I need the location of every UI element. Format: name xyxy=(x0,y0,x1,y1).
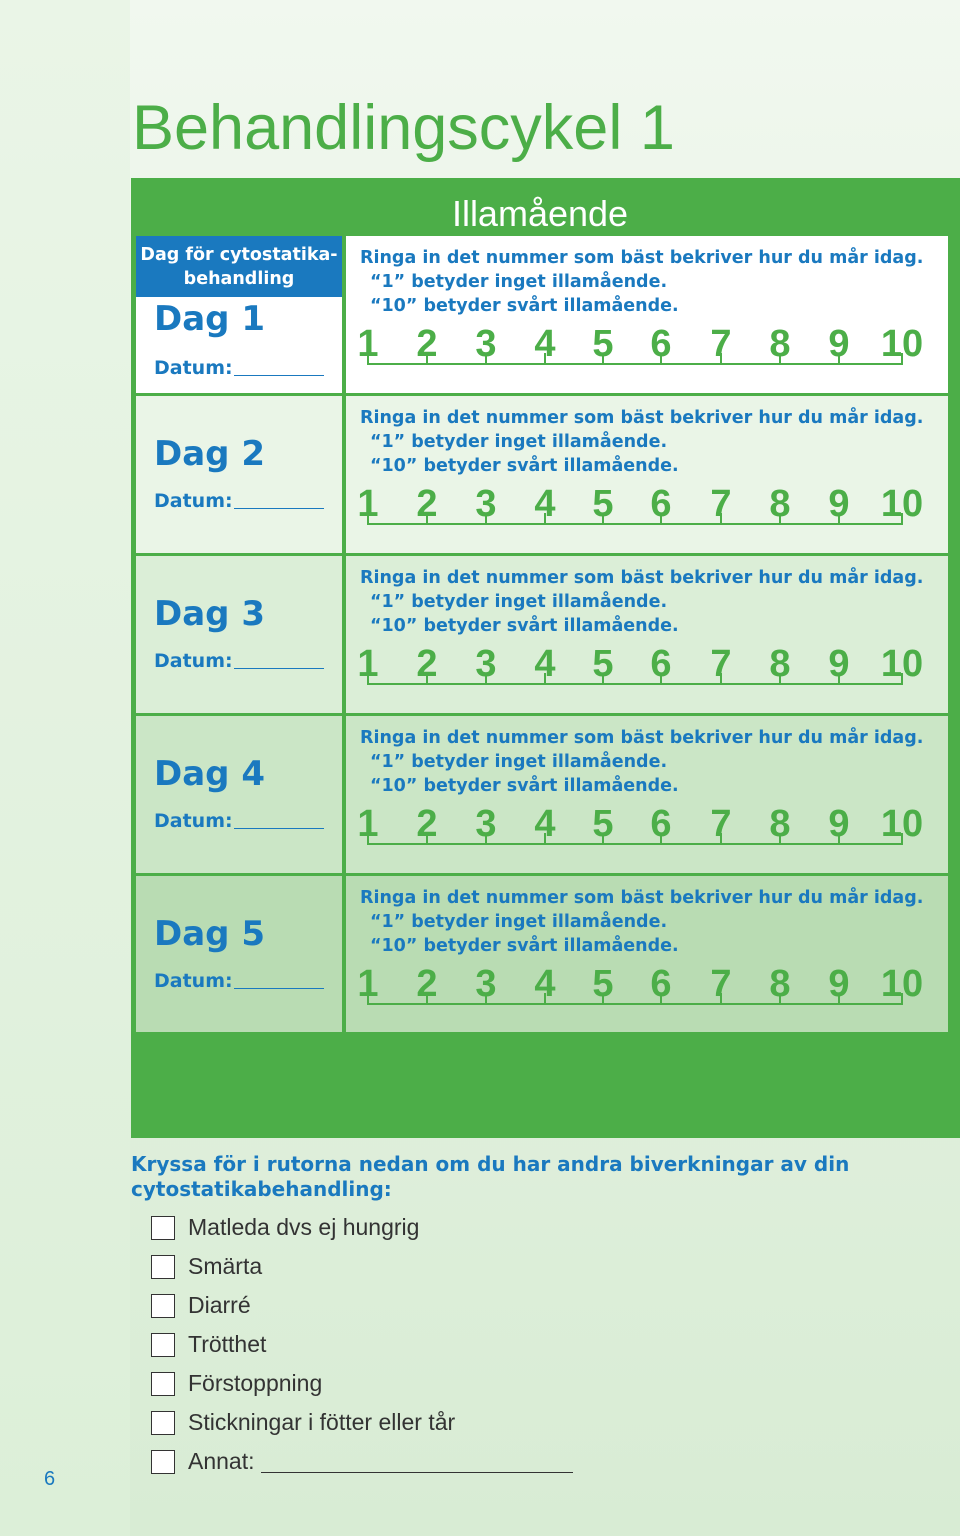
scale-number-3[interactable]: 3 xyxy=(475,643,497,685)
date-write-line[interactable] xyxy=(234,375,324,376)
scale-instructions xyxy=(360,886,923,958)
scale-number-9[interactable]: 9 xyxy=(828,483,850,525)
day-4-date-field[interactable] xyxy=(154,810,324,832)
date-write-line[interactable] xyxy=(234,828,324,829)
scale-number-3[interactable]: 3 xyxy=(475,803,497,845)
instruction-line: “10” betyder svårt illamående. xyxy=(370,936,679,956)
date-label: Datum: xyxy=(154,357,233,379)
scale-number-8[interactable]: 8 xyxy=(769,963,791,1005)
instruction-line: “1” betyder inget illamående. xyxy=(370,752,668,772)
scale-number-10[interactable]: 10 xyxy=(880,963,924,1005)
date-write-line[interactable] xyxy=(234,988,324,989)
scale-number-7[interactable]: 7 xyxy=(710,643,732,685)
side-effect-label: Diarré xyxy=(188,1292,251,1318)
scale-number-7[interactable]: 7 xyxy=(710,483,732,525)
instruction-line: Ringa in det nummer som bäst bekriver hur du mår idag. xyxy=(360,248,924,268)
instruction-line: Ringa in det nummer som bäst bekriver hur du mår idag. xyxy=(360,728,924,748)
scale-ruler xyxy=(346,324,948,374)
side-effect-label: Smärta xyxy=(188,1253,263,1279)
day-4-cell xyxy=(136,716,342,873)
scale-number-9[interactable]: 9 xyxy=(828,963,850,1005)
instruction-line: Ringa in det nummer som bäst bekriver hur du mår idag. xyxy=(360,408,924,428)
side-effect-label: Stickningar i fötter eller tår xyxy=(188,1409,456,1435)
scale-number-4[interactable]: 4 xyxy=(534,643,556,685)
date-label: Datum: xyxy=(154,810,233,832)
day-4-nausea-scale-cell xyxy=(346,716,948,873)
scale-number-7[interactable]: 7 xyxy=(710,963,732,1005)
scale-number-9[interactable]: 9 xyxy=(828,643,850,685)
scale-number-1[interactable]: 1 xyxy=(357,963,379,1005)
scale-number-5[interactable]: 5 xyxy=(592,323,614,365)
scale-instructions xyxy=(360,406,923,478)
date-write-line[interactable] xyxy=(234,668,324,669)
scale-number-6[interactable]: 6 xyxy=(650,483,672,525)
checkbox[interactable] xyxy=(151,1411,175,1435)
scale-number-3[interactable]: 3 xyxy=(475,963,497,1005)
scale-number-10[interactable]: 10 xyxy=(880,643,924,685)
scale-number-8[interactable]: 8 xyxy=(769,483,791,525)
scale-number-8[interactable]: 8 xyxy=(769,803,791,845)
scale-instructions xyxy=(360,246,923,318)
scale-number-1[interactable]: 1 xyxy=(357,803,379,845)
scale-number-7[interactable]: 7 xyxy=(710,323,732,365)
scale-number-4[interactable]: 4 xyxy=(534,803,556,845)
instruction-line: “10” betyder svårt illamående. xyxy=(370,616,679,636)
day-4-title: Dag 4 xyxy=(154,754,265,794)
side-effect-option xyxy=(151,1448,573,1475)
side-effect-option xyxy=(151,1331,266,1358)
instruction-line: “1” betyder inget illamående. xyxy=(370,432,668,452)
scale-number-6[interactable]: 6 xyxy=(650,323,672,365)
day-3-title: Dag 3 xyxy=(154,594,265,634)
scale-number-6[interactable]: 6 xyxy=(650,963,672,1005)
scale-number-2[interactable]: 2 xyxy=(416,803,438,845)
page-side-band xyxy=(0,0,130,1536)
day-5-cell xyxy=(136,876,342,1032)
date-label: Datum: xyxy=(154,490,233,512)
scale-number-2[interactable]: 2 xyxy=(416,643,438,685)
scale-number-10[interactable]: 10 xyxy=(880,483,924,525)
checkbox[interactable] xyxy=(151,1216,175,1240)
nausea-rating-scale xyxy=(346,804,948,854)
checkbox[interactable] xyxy=(151,1372,175,1396)
day-1-nausea-scale-cell xyxy=(346,236,948,393)
side-effect-label: Trötthet xyxy=(188,1331,267,1357)
scale-ruler xyxy=(346,804,948,854)
side-effect-option xyxy=(151,1409,455,1436)
scale-number-4[interactable]: 4 xyxy=(534,323,556,365)
side-effect-option xyxy=(151,1370,322,1397)
scale-number-5[interactable]: 5 xyxy=(592,963,614,1005)
scale-number-8[interactable]: 8 xyxy=(769,323,791,365)
panel-heading: Illamående xyxy=(451,193,629,234)
scale-number-4[interactable]: 4 xyxy=(534,483,556,525)
side-effect-option xyxy=(151,1253,262,1280)
date-label: Datum: xyxy=(154,970,233,992)
day-3-nausea-scale-cell xyxy=(346,556,948,713)
date-write-line[interactable] xyxy=(234,508,324,509)
day-2-title: Dag 2 xyxy=(154,434,265,474)
checkbox[interactable] xyxy=(151,1450,175,1474)
other-side-effects-prompt: Kryssa för i rutorna nedan om du har andra biverkningar av din cytostatikabehandling: xyxy=(131,1152,850,1201)
scale-number-1[interactable]: 1 xyxy=(357,483,379,525)
nausea-rating-scale xyxy=(346,324,948,374)
instruction-line: Ringa in det nummer som bäst bekriver hur du mår idag. xyxy=(360,568,924,588)
instruction-line: “10” betyder svårt illamående. xyxy=(370,456,679,476)
scale-ruler xyxy=(346,964,948,1014)
scale-instructions xyxy=(360,726,923,798)
instruction-line: “10” betyder svårt illamående. xyxy=(370,296,679,316)
instruction-line: “1” betyder inget illamående. xyxy=(370,272,668,292)
scale-number-8[interactable]: 8 xyxy=(769,643,791,685)
scale-number-9[interactable]: 9 xyxy=(828,323,850,365)
scale-ruler xyxy=(346,644,948,694)
scale-number-5[interactable]: 5 xyxy=(592,483,614,525)
day-3-cell xyxy=(136,556,342,713)
scale-number-5[interactable]: 5 xyxy=(592,643,614,685)
scale-ruler xyxy=(346,484,948,534)
day-2-cell xyxy=(136,396,342,553)
side-effect-option xyxy=(151,1292,251,1319)
page-title: Behandlingscykel 1 xyxy=(132,93,675,163)
scale-number-2[interactable]: 2 xyxy=(416,963,438,1005)
scale-number-10[interactable]: 10 xyxy=(880,323,924,365)
side-effect-label: Matleda dvs ej hungrig xyxy=(188,1214,420,1240)
scale-number-9[interactable]: 9 xyxy=(828,803,850,845)
instruction-line: “1” betyder inget illamående. xyxy=(370,912,668,932)
scale-instructions xyxy=(360,566,923,638)
scale-number-4[interactable]: 4 xyxy=(534,963,556,1005)
day-5-nausea-scale-cell xyxy=(346,876,948,1032)
treatment-day-header-line-2: behandling xyxy=(183,268,295,289)
scale-number-2[interactable]: 2 xyxy=(416,483,438,525)
day-1-title: Dag 1 xyxy=(154,299,265,339)
scale-number-1[interactable]: 1 xyxy=(357,323,379,365)
scale-number-7[interactable]: 7 xyxy=(710,803,732,845)
day-2-nausea-scale-cell xyxy=(346,396,948,553)
nausea-rating-scale xyxy=(346,644,948,694)
day-3-date-field[interactable] xyxy=(154,650,324,672)
nausea-rating-scale xyxy=(346,484,948,534)
scale-number-6[interactable]: 6 xyxy=(650,643,672,685)
nausea-rating-scale xyxy=(346,964,948,1014)
side-effect-option xyxy=(151,1214,419,1241)
checkbox[interactable] xyxy=(151,1294,175,1318)
scale-number-3[interactable]: 3 xyxy=(475,323,497,365)
other-write-line[interactable] xyxy=(261,1450,573,1473)
day-2-date-field[interactable] xyxy=(154,490,324,512)
treatment-day-header-line-1: Dag för cytostatika- xyxy=(140,244,338,265)
scale-number-5[interactable]: 5 xyxy=(592,803,614,845)
scale-number-6[interactable]: 6 xyxy=(650,803,672,845)
day-5-title: Dag 5 xyxy=(154,914,265,954)
treatment-day-header xyxy=(136,236,342,297)
instruction-line: “10” betyder svårt illamående. xyxy=(370,776,679,796)
side-effect-label: Annat: xyxy=(188,1448,255,1474)
scale-number-10[interactable]: 10 xyxy=(880,803,924,845)
scale-number-3[interactable]: 3 xyxy=(475,483,497,525)
day-1-cell xyxy=(136,297,342,393)
scale-number-2[interactable]: 2 xyxy=(416,323,438,365)
scale-number-1[interactable]: 1 xyxy=(357,643,379,685)
instruction-line: “1” betyder inget illamående. xyxy=(370,592,668,612)
day-5-date-field[interactable] xyxy=(154,970,324,992)
checkbox[interactable] xyxy=(151,1333,175,1357)
side-effect-label: Förstoppning xyxy=(188,1370,323,1396)
day-1-date-field[interactable] xyxy=(154,357,324,379)
instruction-line: Ringa in det nummer som bäst bekriver hur du mår idag. xyxy=(360,888,924,908)
page-number: 6 xyxy=(44,1468,56,1490)
date-label: Datum: xyxy=(154,650,233,672)
checkbox[interactable] xyxy=(151,1255,175,1279)
